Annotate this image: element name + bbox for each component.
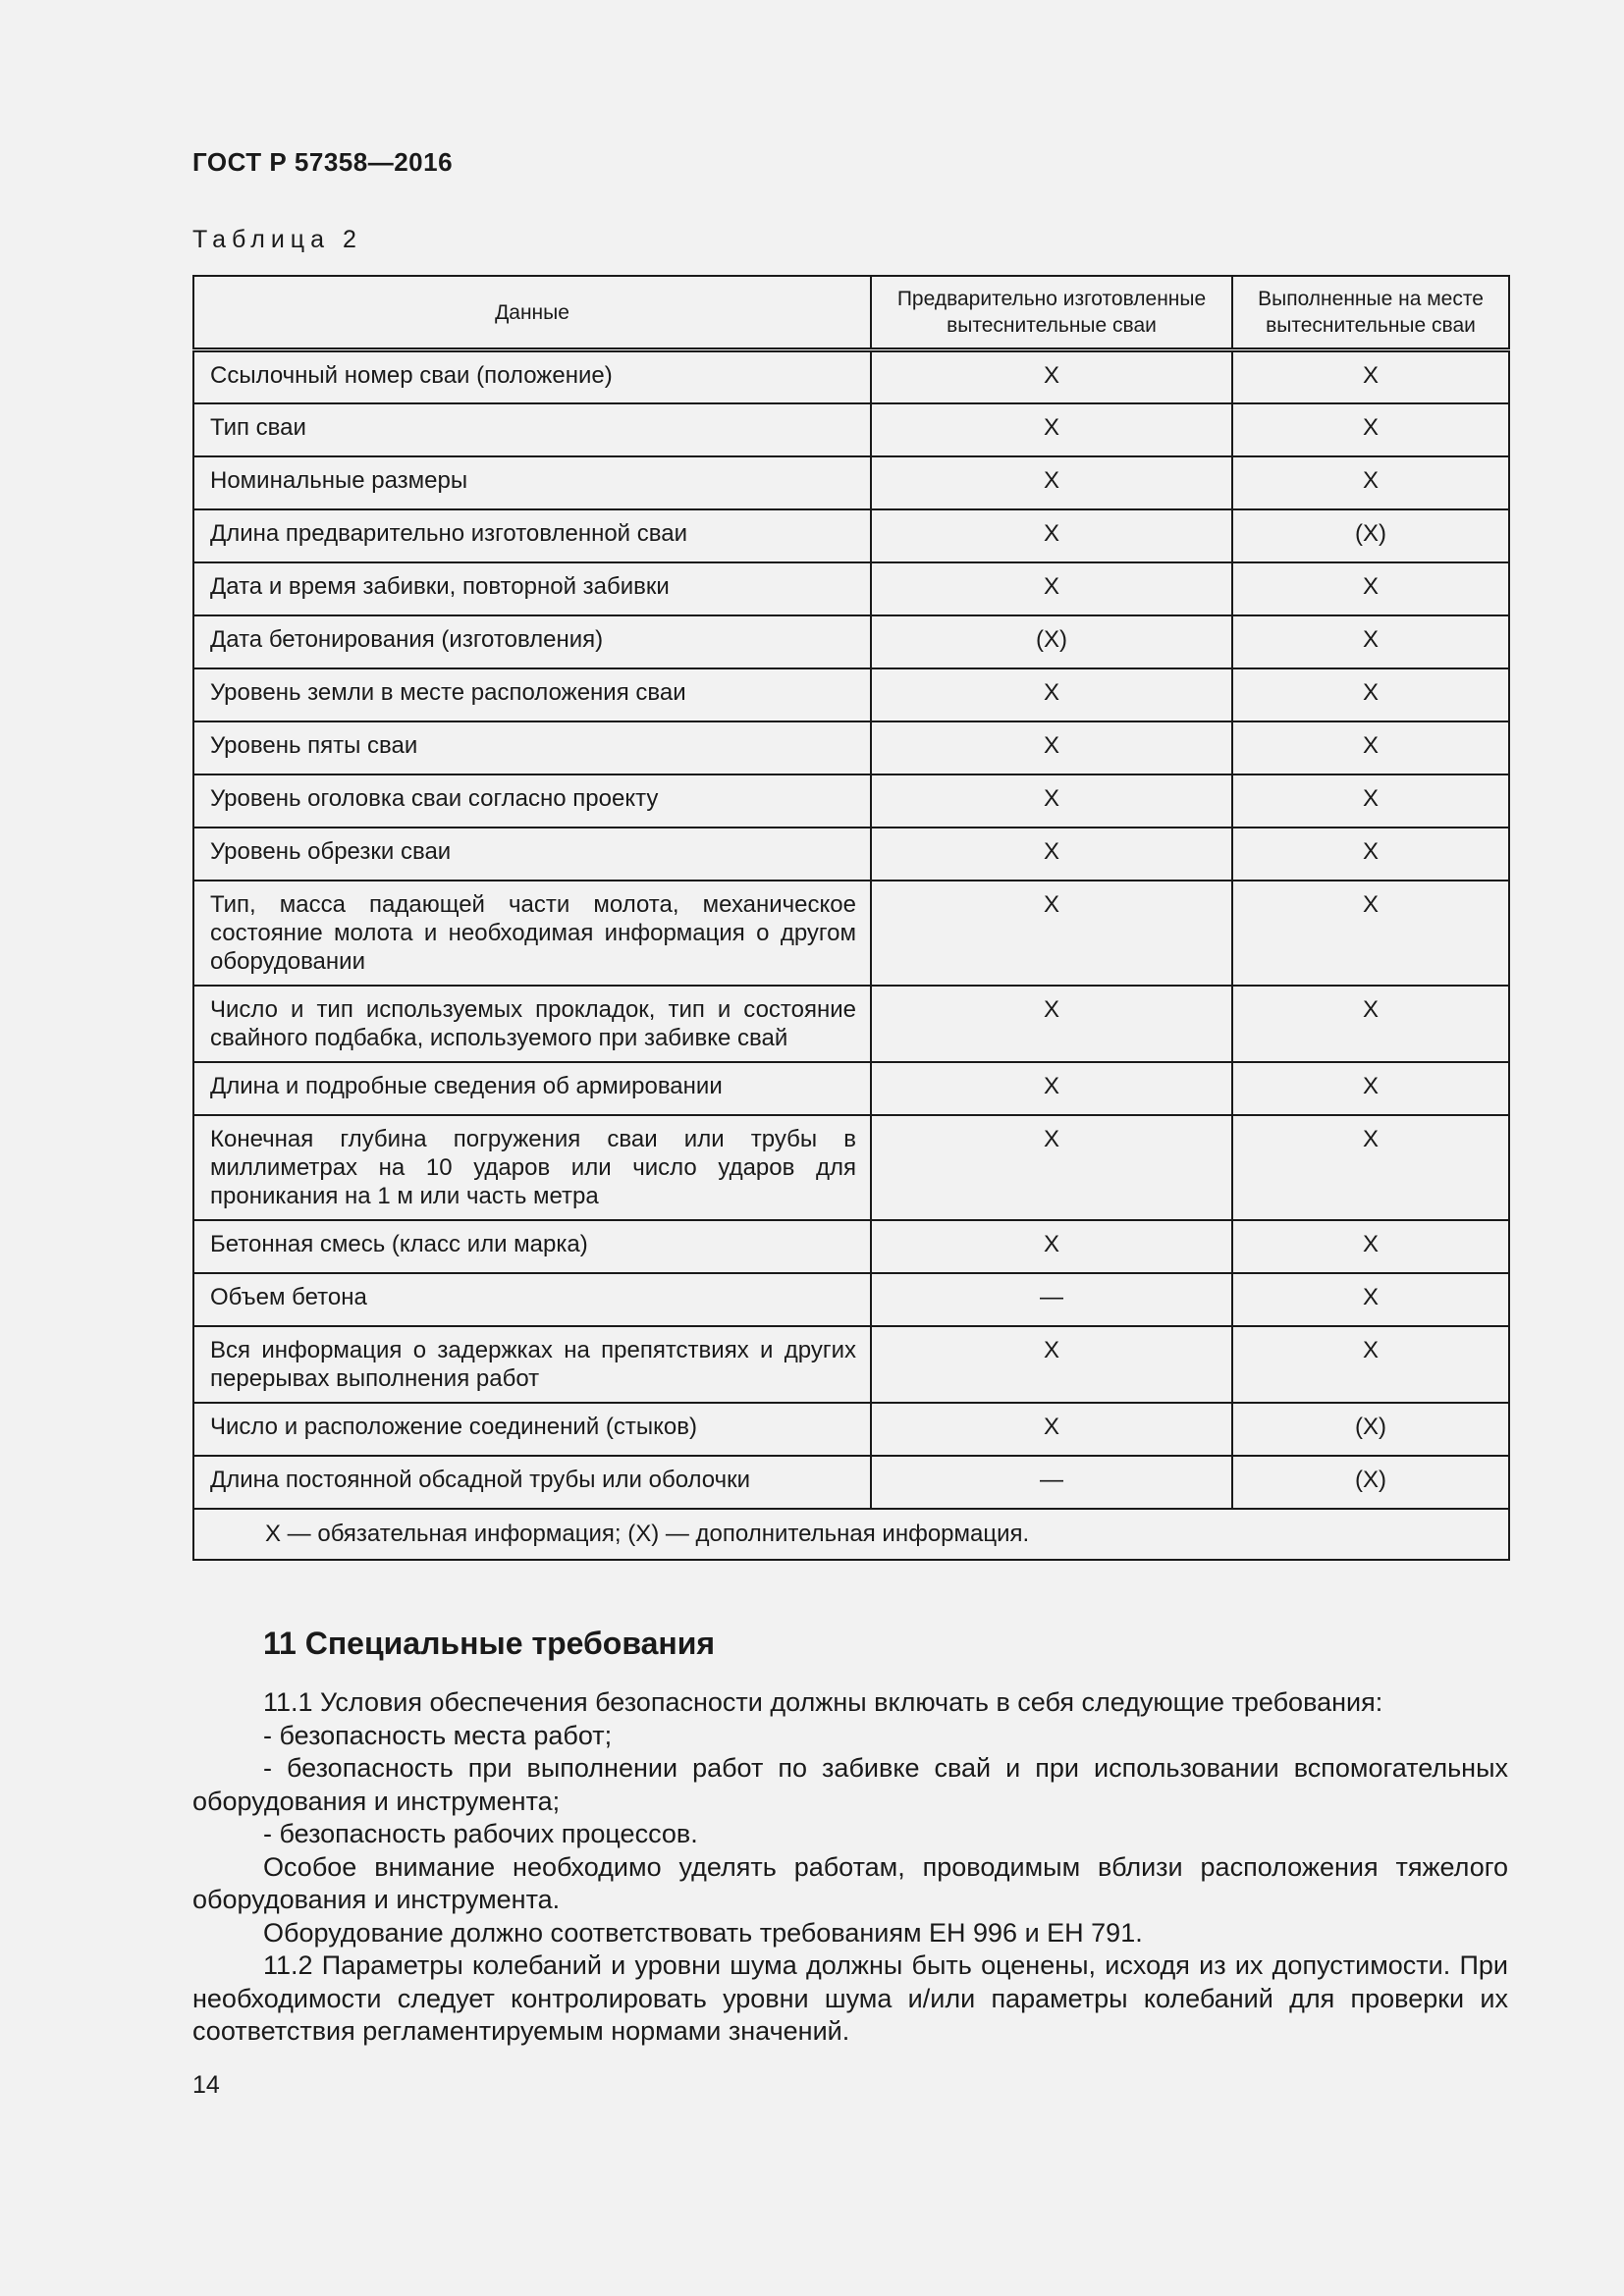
row-mark-prefabricated: X <box>871 562 1232 615</box>
table-row <box>193 721 1509 774</box>
row-label: Конечная глубина погружения сваи или трубы в миллиметрах на 10 ударов или число ударов для проникания на 1 м или часть метра <box>193 1115 871 1220</box>
table-row <box>193 986 1509 1062</box>
row-mark-cast-in-place: X <box>1232 562 1509 615</box>
row-mark-prefabricated: X <box>871 986 1232 1062</box>
data-table <box>192 275 1510 1561</box>
table-row <box>193 456 1509 509</box>
row-mark-cast-in-place: (X) <box>1232 1403 1509 1456</box>
table-row <box>193 1456 1509 1509</box>
section-paragraph: Особое внимание необходимо уделять работам, проводимым вблизи расположения тяжелого оборудования и инструмента. <box>192 1851 1508 1914</box>
row-label: Объем бетона <box>193 1273 871 1326</box>
row-mark-prefabricated: X <box>871 1115 1232 1220</box>
row-mark-prefabricated: X <box>871 881 1232 986</box>
table-caption: Таблица 2 <box>192 226 362 253</box>
table-note-row <box>193 1509 1509 1560</box>
row-label: Тип, масса падающей части молота, механическое состояние молота и необходимая информация о другом оборудовании <box>193 881 871 986</box>
row-mark-cast-in-place: X <box>1232 881 1509 986</box>
table-body <box>193 350 1509 1509</box>
row-mark-prefabricated: — <box>871 1456 1232 1509</box>
row-mark-cast-in-place: X <box>1232 986 1509 1062</box>
row-label: Уровень обрезки сваи <box>193 828 871 881</box>
section-paragraph: - безопасность при выполнении работ по забивке свай и при использовании вспомогательных оборудования и инструмента; <box>192 1753 1508 1816</box>
row-mark-prefabricated: X <box>871 668 1232 721</box>
row-mark-cast-in-place: X <box>1232 615 1509 668</box>
section-paragraph: 11.1 Условия обеспечения безопасности должны включать в себя следующие требования: <box>263 1687 1383 1717</box>
table-row <box>193 1115 1509 1220</box>
row-mark-prefabricated: X <box>871 1220 1232 1273</box>
row-mark-prefabricated: X <box>871 509 1232 562</box>
table-row <box>193 881 1509 986</box>
section-heading: 11 Специальные требования <box>263 1626 716 1661</box>
table-header-row <box>193 276 1509 350</box>
row-label: Ссылочный номер сваи (положение) <box>193 350 871 403</box>
table-row <box>193 774 1509 828</box>
table-row <box>193 509 1509 562</box>
row-mark-prefabricated: X <box>871 1326 1232 1403</box>
section-paragraph: 11.2 Параметры колебаний и уровни шума должны быть оценены, исходя из их допустимости. При необходимости следует контролировать уровни шума и/или параметры колебаний для проверки их соответствия регламентируемым нормами значений. <box>192 1950 1508 2046</box>
row-mark-cast-in-place: X <box>1232 774 1509 828</box>
column-header-prefabricated-piles: Предварительно изготовленные вытеснительные сваи <box>871 276 1232 350</box>
column-header-cast-in-place-piles: Выполненные на месте вытеснительные сваи <box>1232 276 1509 350</box>
row-mark-prefabricated: (X) <box>871 615 1232 668</box>
row-mark-prefabricated: X <box>871 1403 1232 1456</box>
table-row <box>193 350 1509 403</box>
row-mark-prefabricated: X <box>871 828 1232 881</box>
table-row <box>193 1273 1509 1326</box>
section-paragraph: Оборудование должно соответствовать требованиям ЕН 996 и ЕН 791. <box>263 1917 1143 1948</box>
table-row <box>193 1403 1509 1456</box>
row-mark-cast-in-place: (X) <box>1232 509 1509 562</box>
table-row <box>193 615 1509 668</box>
row-label: Число и тип используемых прокладок, тип и состояние свайного подбабка, используемого при забивке свай <box>193 986 871 1062</box>
row-label: Уровень земли в месте расположения сваи <box>193 668 871 721</box>
row-label: Дата и время забивки, повторной забивки <box>193 562 871 615</box>
table-note: X — обязательная информация; (X) — дополнительная информация. <box>193 1509 1509 1560</box>
table-row <box>193 403 1509 456</box>
row-label: Уровень пяты сваи <box>193 721 871 774</box>
row-mark-prefabricated: X <box>871 1062 1232 1115</box>
row-mark-cast-in-place: X <box>1232 403 1509 456</box>
row-label: Длина и подробные сведения об армировании <box>193 1062 871 1115</box>
row-mark-cast-in-place: X <box>1232 721 1509 774</box>
table-row <box>193 828 1509 881</box>
table-row <box>193 562 1509 615</box>
row-label: Бетонная смесь (класс или марка) <box>193 1220 871 1273</box>
row-label: Дата бетонирования (изготовления) <box>193 615 871 668</box>
section-paragraph: - безопасность рабочих процессов. <box>263 1819 698 1848</box>
row-label: Тип сваи <box>193 403 871 456</box>
row-mark-cast-in-place: X <box>1232 828 1509 881</box>
row-mark-prefabricated: X <box>871 456 1232 509</box>
row-mark-cast-in-place: X <box>1232 1062 1509 1115</box>
row-label: Длина предварительно изготовленной сваи <box>193 509 871 562</box>
row-mark-prefabricated: — <box>871 1273 1232 1326</box>
row-label: Число и расположение соединений (стыков) <box>193 1403 871 1456</box>
row-mark-cast-in-place: X <box>1232 350 1509 403</box>
table-row <box>193 1220 1509 1273</box>
table-row <box>193 1062 1509 1115</box>
row-label: Номинальные размеры <box>193 456 871 509</box>
row-mark-cast-in-place: X <box>1232 668 1509 721</box>
row-mark-cast-in-place: X <box>1232 456 1509 509</box>
page-number: 14 <box>192 2071 220 2099</box>
section-paragraph: - безопасность места работ; <box>263 1720 613 1750</box>
row-label: Вся информация о задержках на препятствиях и других перерывах выполнения работ <box>193 1326 871 1403</box>
row-mark-prefabricated: X <box>871 721 1232 774</box>
table-row <box>193 668 1509 721</box>
row-mark-prefabricated: X <box>871 774 1232 828</box>
column-header-data: Данные <box>193 276 871 350</box>
row-mark-cast-in-place: (X) <box>1232 1456 1509 1509</box>
row-mark-prefabricated: X <box>871 350 1232 403</box>
document-code: ГОСТ Р 57358—2016 <box>192 147 454 177</box>
row-label: Длина постоянной обсадной трубы или оболочки <box>193 1456 871 1509</box>
section-body <box>192 1686 1508 2049</box>
row-mark-cast-in-place: X <box>1232 1220 1509 1273</box>
row-mark-cast-in-place: X <box>1232 1326 1509 1403</box>
row-mark-cast-in-place: X <box>1232 1115 1509 1220</box>
table-row <box>193 1326 1509 1403</box>
row-label: Уровень оголовка сваи согласно проекту <box>193 774 871 828</box>
row-mark-prefabricated: X <box>871 403 1232 456</box>
row-mark-cast-in-place: X <box>1232 1273 1509 1326</box>
